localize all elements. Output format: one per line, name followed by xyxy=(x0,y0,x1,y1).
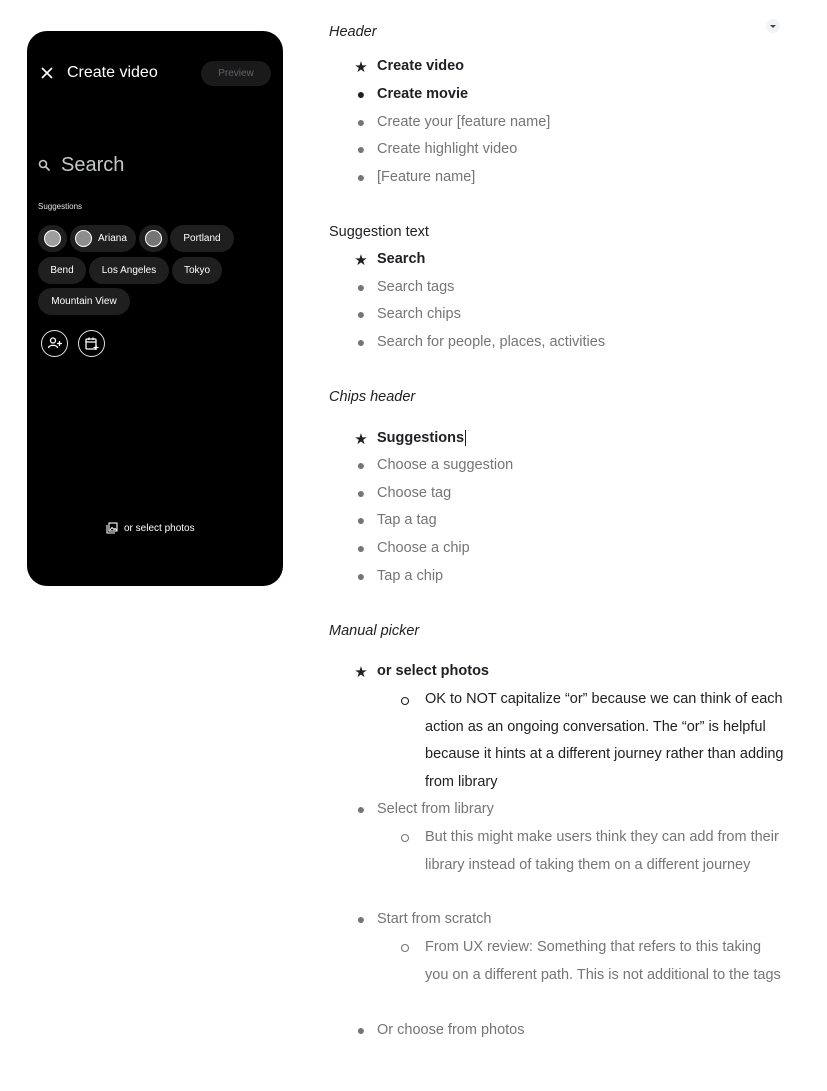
list-item: Tap a tag xyxy=(377,512,437,528)
note-text: From UX review: Something that refers to this taking you on a different path. This is not additional to the tags xyxy=(425,939,781,983)
bullet-icon: ● xyxy=(356,334,366,350)
chip-label: Ariana xyxy=(98,233,127,244)
chip-ariana[interactable] xyxy=(70,225,136,252)
list-item: Start from scratch xyxy=(377,911,492,927)
list-item: or select photos xyxy=(377,663,489,679)
section-heading-manual-picker: Manual picker xyxy=(329,623,420,639)
list-item: Search chips xyxy=(377,306,461,322)
search-icon xyxy=(38,159,51,172)
list-item: Select from library xyxy=(377,801,494,817)
list-item: Choose a chip xyxy=(377,540,470,556)
bullet-icon: ● xyxy=(356,457,366,473)
bullet-icon: ● xyxy=(356,141,366,157)
hollow-bullet-icon xyxy=(399,832,411,844)
list-item: Or choose from photos xyxy=(377,1022,525,1038)
list-item: Choose a suggestion xyxy=(377,457,514,473)
person-chip[interactable] xyxy=(139,225,168,252)
chip-los-angeles[interactable]: Los Angeles xyxy=(89,257,169,284)
add-person-icon xyxy=(47,336,62,351)
bullet-icon: ● xyxy=(356,169,366,185)
bullet-icon: ● xyxy=(356,540,366,556)
list-item: [Feature name] xyxy=(377,169,476,185)
person-chip[interactable] xyxy=(38,225,67,252)
preview-button[interactable]: Preview xyxy=(201,61,271,86)
add-person-button[interactable] xyxy=(41,330,68,357)
select-photos-label: or select photos xyxy=(124,522,195,534)
note-text: OK to NOT capitalize “or” because we can think of each action as an ongoing conversation. The “or” is helpful because it hints at a different journey rather than adding from library xyxy=(425,691,784,791)
star-bullet-icon: ★ xyxy=(354,664,368,681)
select-photos-link[interactable] xyxy=(106,522,195,534)
section-heading-suggestion-text: Suggestion text xyxy=(329,224,429,240)
avatar xyxy=(75,230,92,247)
list-item: Search xyxy=(377,251,426,267)
list-item: Search tags xyxy=(377,279,455,295)
add-date-button[interactable] xyxy=(78,330,105,357)
avatar xyxy=(44,230,61,247)
bullet-icon: ● xyxy=(356,279,366,295)
star-bullet-icon: ★ xyxy=(354,59,368,76)
chip-mountain-view[interactable]: Mountain View xyxy=(38,288,130,315)
calendar-add-icon xyxy=(84,336,99,351)
bullet-icon: ● xyxy=(356,306,366,322)
bullet-icon: ● xyxy=(356,114,366,130)
chip-portland[interactable]: Portland xyxy=(170,225,234,252)
list-item: Create your [feature name] xyxy=(377,114,551,130)
star-bullet-icon: ★ xyxy=(354,431,368,448)
bullet-icon: ● xyxy=(356,801,366,817)
list-item: Create highlight video xyxy=(377,141,518,157)
list-item[interactable]: Suggestions xyxy=(377,430,465,446)
bullet-icon: ● xyxy=(356,512,366,528)
photo-library-icon xyxy=(106,522,118,534)
dropdown-icon[interactable] xyxy=(766,19,780,33)
list-item: Create video xyxy=(377,58,465,74)
section-heading-header: Header xyxy=(329,24,377,40)
bullet-icon: ● xyxy=(356,485,366,501)
list-item: Create movie xyxy=(377,86,469,102)
create-video-title: Create video xyxy=(67,64,158,81)
bullet-icon: ● xyxy=(356,911,366,927)
bullet-icon: ● xyxy=(356,86,366,102)
star-bullet-icon: ★ xyxy=(354,252,368,269)
suggestions-label: Suggestions xyxy=(38,202,83,211)
search-input[interactable]: Search xyxy=(61,154,125,176)
list-item: Search for people, places, activities xyxy=(377,334,606,350)
avatar xyxy=(145,230,162,247)
note-text: But this might make users think they can add from their library instead of taking them on a different journey xyxy=(425,829,779,873)
hollow-bullet-icon xyxy=(399,942,411,954)
hollow-bullet-icon xyxy=(399,695,411,707)
chip-tokyo[interactable]: Tokyo xyxy=(172,257,222,284)
list-item: Tap a chip xyxy=(377,568,444,584)
close-icon[interactable] xyxy=(40,66,54,80)
section-heading-chips-header: Chips header xyxy=(329,389,416,405)
bullet-icon: ● xyxy=(356,1022,366,1038)
chip-bend[interactable]: Bend xyxy=(38,257,86,284)
bullet-icon: ● xyxy=(356,568,366,584)
list-item: Choose tag xyxy=(377,485,452,501)
